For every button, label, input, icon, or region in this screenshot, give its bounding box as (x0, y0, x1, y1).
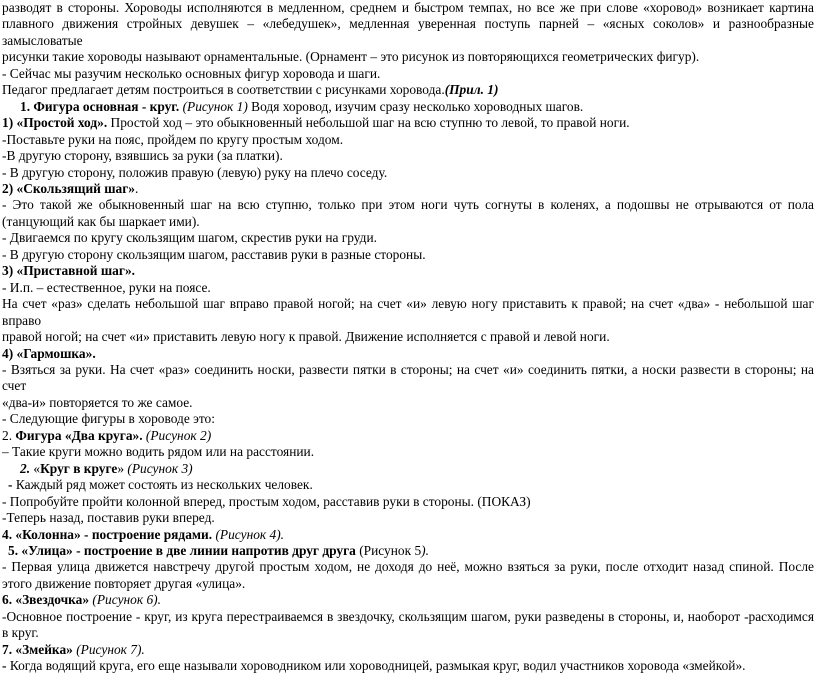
text-segment: «два-и» повторяется то же самое. (2, 394, 193, 410)
text-segment: 2. (2, 427, 16, 443)
text-line (2, 165, 814, 181)
text-segment: 2. (20, 460, 31, 476)
text-segment: (танцующий как бы шаркает ими). (2, 213, 200, 229)
text-segment: 7. «Змейка» (2, 641, 73, 657)
text-segment: рисунки такие хороводы называют орнаментальные. (Орнамент – это рисунок из повторяющихся геометрических фигур). (2, 49, 700, 65)
text-line (2, 592, 814, 608)
text-line (2, 49, 814, 65)
text-line (2, 82, 814, 98)
text-segment: - (8, 477, 16, 493)
text-line (2, 247, 814, 263)
text-segment: (Рисунок 1) (182, 98, 248, 114)
text-segment: Водя хоровод, изучим сразу несколько хороводных шагов. (247, 98, 584, 114)
text-segment: ). (421, 542, 429, 558)
text-segment: 3) «Приставной шаг». (2, 263, 135, 279)
text-segment: На счет «раз» сделать небольшой шаг вправо правой ногой; на счет «и» левую ногу приставить к правой; на счет «два» - небольшой шаг вправо (2, 296, 814, 328)
text-line (2, 395, 814, 411)
text-line (2, 280, 814, 296)
text-segment: Когда водящий круга, его еще называли хороводником или хороводницей, размыкая круг, водил участников хоровода «змейкой». (9, 658, 746, 674)
text-segment: 4. «Колонна» - построение рядами. (2, 526, 216, 542)
text-line (2, 543, 814, 559)
text-line (2, 115, 814, 131)
text-line (2, 362, 814, 395)
text-line (2, 609, 814, 625)
text-segment: (Рисунок 3) (127, 460, 193, 476)
text-segment: - Это такой же обыкновенный шаг на всю ступню, только при этом ноги чуть согнуты в коленях, а подошвы не отрываются от пола (2, 197, 814, 213)
text-segment: (Рисунок 4). (215, 526, 285, 542)
text-segment: Фигура «Два круга». (15, 427, 143, 443)
text-segment: -Основное построение - круг, из круга перестраиваемся в звездочку, скользящим шагом, руки разведены в стороны, и, наоборот -расходимся (2, 608, 814, 624)
text-segment: -Теперь назад, поставив руки вперед. (2, 510, 215, 526)
text-segment: Круг в круге (40, 460, 118, 476)
text-line (2, 0, 814, 16)
text-segment: - В другую сторону, положив правую (левую) руку на плечо соседу. (2, 164, 388, 180)
text-line (2, 148, 814, 164)
text-segment: -В другую сторону, взявшись за руки (за платки). (2, 148, 283, 164)
text-segment: - И.п. – естественное, руки на поясе. (2, 279, 211, 295)
text-line (2, 296, 814, 329)
text-segment: (Прил. 1) (444, 82, 499, 98)
text-segment: - Взяться за руки. На счет «раз» соединить носки, развести пятки в стороны; на счет «и» соединить пятки, а носки развести в стороны; на счет (2, 361, 814, 394)
text-segment: этого движение повторяет другая «улица». (2, 575, 246, 591)
text-line (2, 576, 814, 592)
text-segment: Педагог предлагает детям построиться в соответствии с рисунками хоровода. (2, 82, 445, 98)
text-line (2, 329, 814, 345)
text-segment: 4) «Гармошка». (2, 345, 96, 361)
text-segment: 2) «Скользящий шаг» (2, 180, 136, 196)
text-segment: » (117, 460, 128, 476)
text-segment: 5. «Улица» - построение в две линии напротив друг друга (8, 542, 356, 558)
text-segment: Простой ход – это обыкновенный небольшой шаг на всю ступню то левой, то правой ноги. (107, 115, 630, 131)
text-line (2, 494, 814, 510)
text-segment: (Рисунок 5 (355, 542, 422, 558)
text-line (2, 411, 814, 427)
text-segment: - Сейчас мы разучим несколько основных фигур хоровода и шаги. (2, 65, 381, 81)
text-segment: разводят в стороны. Хороводы исполняются в медленном, среднем и быстром темпах, но все же при слове «хоровод» возникает картина (2, 0, 814, 15)
text-segment: - Двигаемся по кругу скользящим шагом, скрестив руки на груди. (2, 230, 377, 246)
text-segment: 6. «Звездочка» (2, 592, 90, 608)
text-line (2, 642, 814, 658)
text-segment: -Поставьте руки на пояс, пройдем по кругу простым ходом. (2, 131, 344, 147)
text-segment: – Такие круги можно водить рядом или на расстоянии. (2, 444, 315, 460)
text-segment: плавного движения стройных девушек – «лебедушек», медленная уверенная поступь парней – «ясных соколов» и разнообразные замысловатые (2, 16, 814, 48)
text-line (2, 16, 814, 49)
text-segment: - Первая улица движется навстречу другой простым ходом, не доходя до неё, можно взяться за руки, после отходит назад спиной. После (2, 559, 814, 575)
text-line (2, 625, 814, 641)
text-line (2, 263, 814, 279)
text-line (2, 461, 814, 477)
text-line (2, 181, 814, 197)
text-segment: 1) «Простой ход». (2, 115, 108, 131)
text-line (2, 230, 814, 246)
text-segment: . (135, 180, 139, 196)
text-line (2, 428, 814, 444)
text-segment: Каждый ряд может состоять из нескольких человек. (15, 477, 313, 493)
text-line (2, 658, 814, 674)
text-line (2, 477, 814, 493)
text-segment: в круг. (2, 625, 39, 641)
text-line (2, 197, 814, 213)
text-segment: (Рисунок 2) (145, 427, 212, 443)
text-segment: (Рисунок 7). (76, 641, 145, 657)
text-segment: 1. Фигура основная - круг. (20, 98, 183, 114)
text-segment: - Следующие фигуры в хороводе это: (2, 411, 215, 427)
text-line (2, 214, 814, 230)
text-line (2, 527, 814, 543)
text-line (2, 510, 814, 526)
text-line (2, 559, 814, 575)
text-segment: « (30, 460, 41, 476)
text-segment: - (2, 658, 10, 674)
text-line (2, 346, 814, 362)
text-line (2, 99, 814, 115)
text-segment: (Рисунок 6). (92, 592, 161, 608)
text-line (2, 444, 814, 460)
text-line (2, 132, 814, 148)
text-line (2, 66, 814, 82)
text-segment: - В другую сторону скользящим шагом, расставив руки в разные стороны. (2, 246, 426, 262)
text-segment: - Попробуйте пройти колонной вперед, простым ходом, расставив руки в стороны. (ПОКАЗ) (2, 493, 531, 509)
text-segment: правой ногой; на счет «и» приставить левую ногу к правой. Движение исполняется с правой и левой ноги. (2, 329, 610, 345)
